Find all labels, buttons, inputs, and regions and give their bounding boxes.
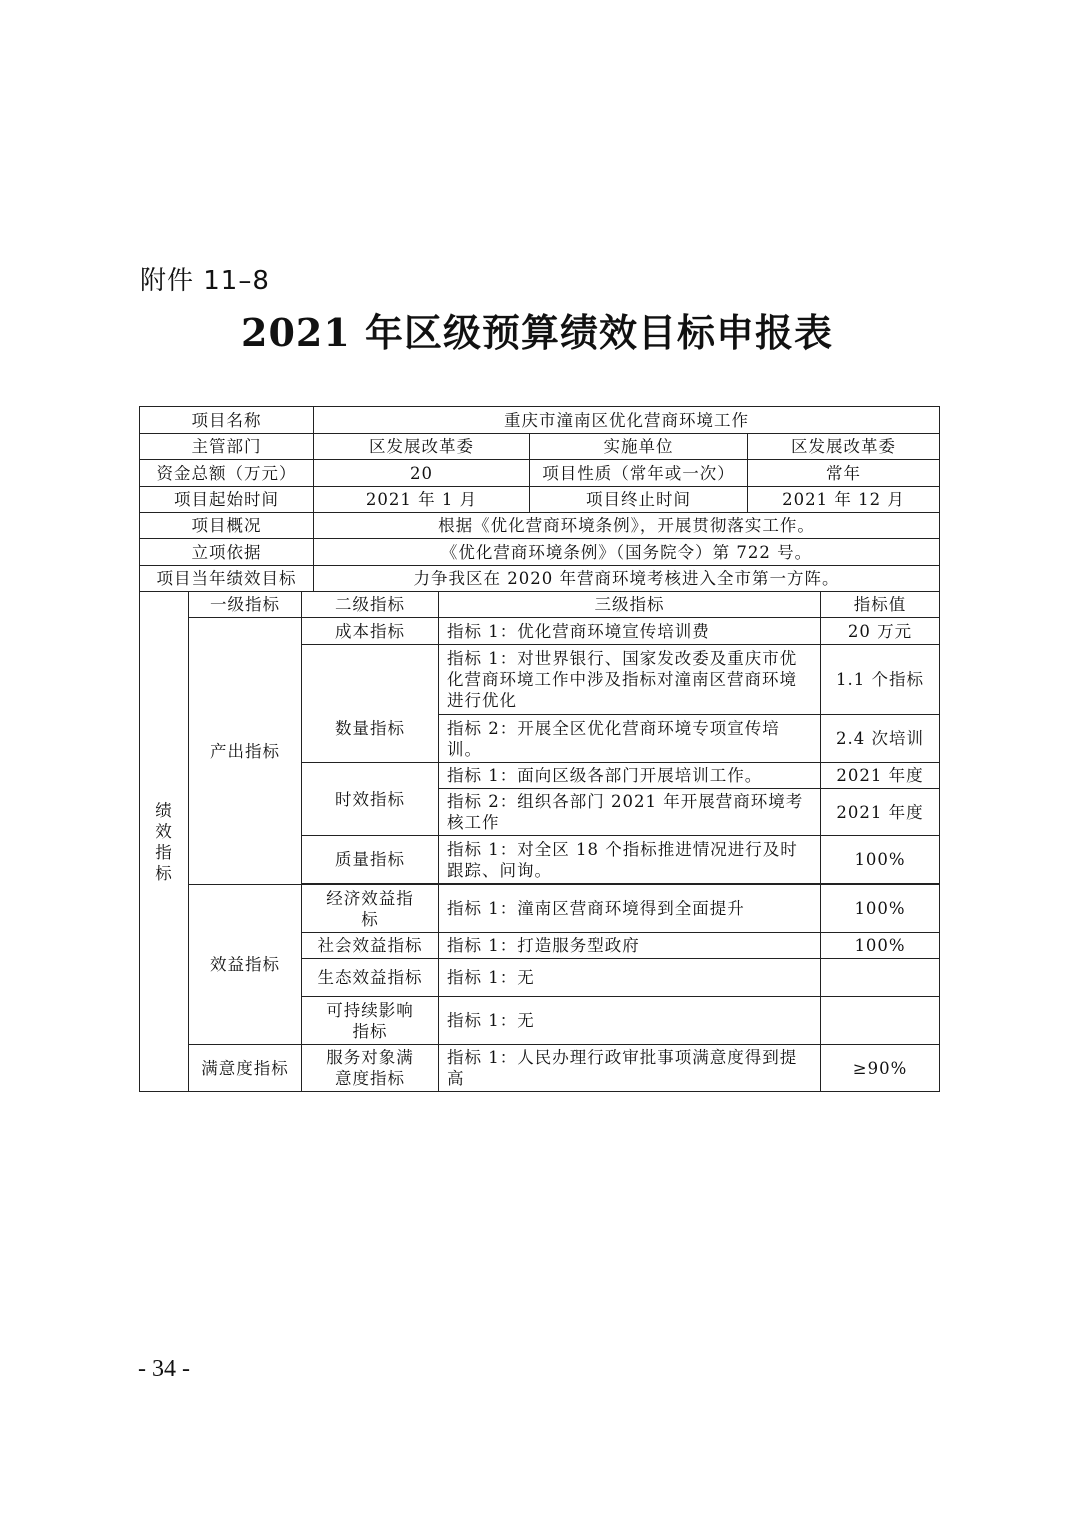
row-indicator-header (140, 592, 940, 618)
level3-economic-1: 指标 1：潼南区营商环境得到全面提升 (439, 885, 821, 933)
level2-service-satisfaction: 服务对象满意度指标 (302, 1045, 439, 1092)
row-department (140, 434, 940, 460)
value-social-1: 100% (821, 933, 940, 959)
value-quantity-2: 2.4 次培训 (821, 715, 940, 763)
value-cost-1: 20 万元 (821, 618, 940, 645)
level3-quantity-2: 指标 2：开展全区优化营商环境专项宣传培训。 (439, 715, 821, 763)
budget-performance-table (139, 406, 940, 1092)
value-basis: 《优化营商环境条例》（国务院令）第 722 号。 (314, 539, 940, 566)
value-implementing-unit: 区发展改革委 (748, 434, 940, 460)
level2-quality: 质量指标 (302, 836, 439, 884)
value-project-nature: 常年 (748, 460, 940, 487)
header-level3: 三级指标 (439, 592, 821, 618)
label-project-name: 项目名称 (140, 407, 314, 434)
value-project-name: 重庆市潼南区优化营商环境工作 (314, 407, 940, 434)
level1-output: 产出指标 (189, 618, 302, 885)
label-overview: 项目概况 (140, 513, 314, 539)
value-economic-1: 100% (821, 885, 940, 933)
label-total-funds: 资金总额（万元） (140, 460, 314, 487)
header-value: 指标值 (821, 592, 940, 618)
table-row (140, 885, 940, 933)
row-funds (140, 460, 940, 487)
value-quantity-1: 1.1 个指标 (821, 645, 940, 715)
level2-quantity: 数量指标 (302, 645, 439, 763)
level3-sustainable-1: 指标 1：无 (439, 997, 821, 1045)
page-number: - 34 - (138, 1356, 190, 1382)
row-project-name (140, 407, 940, 434)
value-total-funds: 20 (314, 460, 530, 487)
row-basis (140, 539, 940, 566)
row-overview (140, 513, 940, 539)
label-start-time: 项目起始时间 (140, 487, 314, 513)
value-overview: 根据《优化营商环境条例》，开展贯彻落实工作。 (314, 513, 940, 539)
value-department: 区发展改革委 (314, 434, 530, 460)
level2-timeliness: 时效指标 (302, 763, 439, 836)
label-implementing-unit: 实施单位 (530, 434, 748, 460)
value-end-time: 2021 年 12 月 (748, 487, 940, 513)
level3-quality-1: 指标 1：对全区 18 个指标推进情况进行及时跟踪、问询。 (439, 836, 821, 884)
header-level1: 一级指标 (189, 592, 302, 618)
attachment-number: 附件 11–8 (140, 266, 270, 296)
value-timeliness-1: 2021 年度 (821, 763, 940, 789)
row-annual-goal (140, 566, 940, 592)
table-row (140, 1045, 940, 1092)
level3-timeliness-1: 指标 1：面向区级各部门开展培训工作。 (439, 763, 821, 789)
row-dates (140, 487, 940, 513)
value-annual-goal: 力争我区在 2020 年营商环境考核进入全市第一方阵。 (314, 566, 940, 592)
value-timeliness-2: 2021 年度 (821, 789, 940, 836)
section-performance-indicators: 绩效指标 (140, 592, 189, 1092)
level2-sustainable: 可持续影响指标 (302, 997, 439, 1045)
page-title: 2021 年区级预算绩效目标申报表 (241, 310, 833, 355)
table-row (140, 618, 940, 645)
level2-social: 社会效益指标 (302, 933, 439, 959)
value-ecological-1 (821, 959, 940, 997)
level2-cost: 成本指标 (302, 618, 439, 645)
value-quality-1: 100% (821, 836, 940, 884)
header-level2: 二级指标 (302, 592, 439, 618)
level3-timeliness-2: 指标 2：组织各部门 2021 年开展营商环境考核工作 (439, 789, 821, 836)
level1-satisfaction: 满意度指标 (189, 1045, 302, 1092)
level3-cost-1: 指标 1：优化营商环境宣传培训费 (439, 618, 821, 645)
value-satisfaction-1: ≥90% (821, 1045, 940, 1092)
level3-quantity-1: 指标 1：对世界银行、国家发改委及重庆市优化营商环境工作中涉及指标对潼南区营商环境进行优化 (439, 645, 821, 715)
value-start-time: 2021 年 1 月 (314, 487, 530, 513)
label-project-nature: 项目性质（常年或一次） (530, 460, 748, 487)
level3-satisfaction-1: 指标 1：人民办理行政审批事项满意度得到提高 (439, 1045, 821, 1092)
label-annual-goal: 项目当年绩效目标 (140, 566, 314, 592)
level2-ecological: 生态效益指标 (302, 959, 439, 997)
level3-ecological-1: 指标 1：无 (439, 959, 821, 997)
label-end-time: 项目终止时间 (530, 487, 748, 513)
level3-social-1: 指标 1：打造服务型政府 (439, 933, 821, 959)
level2-economic: 经济效益指标 (302, 885, 439, 933)
value-sustainable-1 (821, 997, 940, 1045)
level1-benefit: 效益指标 (189, 885, 302, 1045)
label-basis: 立项依据 (140, 539, 314, 566)
label-department: 主管部门 (140, 434, 314, 460)
